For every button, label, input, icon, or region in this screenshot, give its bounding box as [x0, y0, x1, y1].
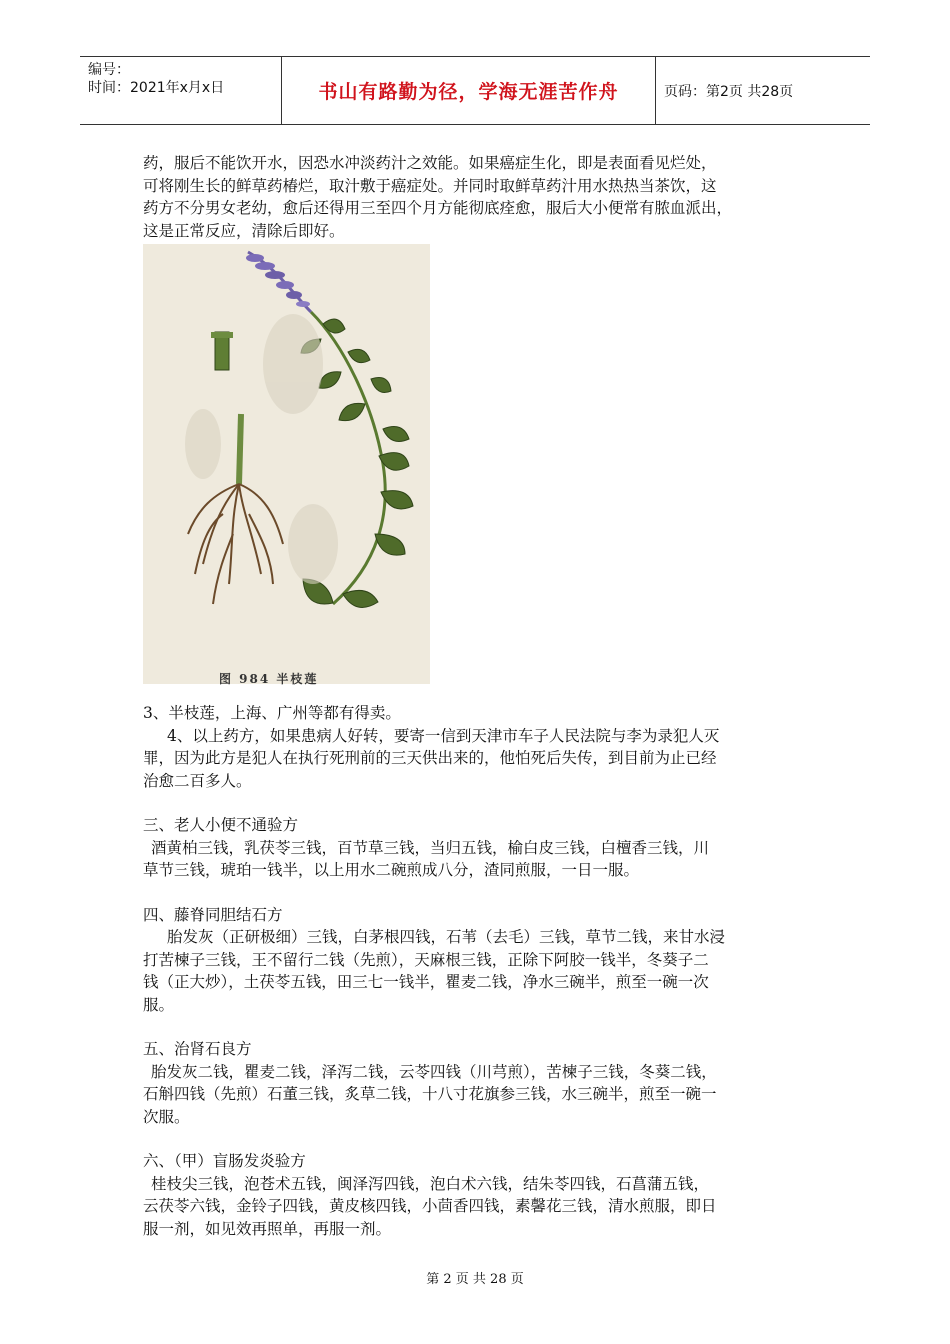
intro-line: 药，服后不能饮开水，因恐水冲淡药汁之效能。如果癌症生化，即是表面看见烂处， — [143, 154, 717, 172]
section-title: 六、（甲）盲肠发炎验方 — [143, 1152, 306, 1170]
section-line: 打苦楝子三钱，王不留行二钱（先煎），天麻根三钱，正除下阿胶一钱半，冬葵子二 — [143, 950, 709, 969]
section-title: 三、老人小便不通验方 — [143, 816, 299, 834]
time-label: 时间：2021年x月x日 — [88, 80, 225, 96]
section-title: 四、藤脊同胆结石方 — [143, 905, 283, 924]
section-line: 胎发灰二钱，瞿麦二钱，泽泻二钱，云苓四钱（川芎煎），苦楝子三钱，冬葵二钱， — [151, 1062, 717, 1081]
section-line: 草节三钱，琥珀一钱半，以上用水二碗煎成八分，渣同煎服，一日一服。 — [143, 861, 640, 879]
roots — [188, 484, 283, 604]
section-line: 服一剂，如见效再照单，再服一剂。 — [143, 1219, 392, 1238]
item-4-line: 4、以上药方，如果患病人好转，要寄一信到天津市车子人民法院与李为录犯人灭 — [167, 726, 720, 745]
intro-line: 药方不分男女老幼，愈后还得用三至四个月方能彻底痊愈，服后大小便常有脓血派出， — [143, 199, 733, 217]
header-motto: 书山有路勤为径，学海无涯苦作舟 — [281, 57, 656, 124]
document-body — [143, 152, 811, 1240]
stem-detail — [211, 332, 233, 370]
header-page-info: 页码：第2页 共28页 — [664, 83, 794, 100]
plant-illustration — [143, 244, 430, 684]
section-line: 桂枝尖三钱，泡苍术五钱，闽泽泻四钱，泡白术六钱，结朱苓四钱，石菖蒲五钱， — [151, 1174, 710, 1193]
item-4-line: 治愈二百多人。 — [143, 771, 252, 790]
section-line: 服。 — [143, 995, 175, 1014]
item-4-line: 罪，因为此方是犯人在执行死刑前的三天供出来的，他怕死后失传，到目前为止已经 — [143, 749, 717, 767]
page-footer: 第 2 页 共 28 页 — [426, 1272, 524, 1287]
header-meta — [80, 57, 281, 124]
section-line: 石斛四钱（先煎）石董三钱，炙草二钱，十八寸花旗参三钱，水三碗半，煎至一碗一 — [143, 1085, 717, 1103]
flower-spike — [246, 252, 311, 312]
lower-stem — [239, 414, 241, 484]
section-title: 五、治肾石良方 — [143, 1040, 252, 1058]
item-3: 3、半枝莲，上海、广州等都有得卖。 — [143, 704, 401, 722]
figure-caption: 图 984 半枝莲 — [219, 672, 319, 686]
section-line: 次服。 — [143, 1107, 190, 1126]
intro-line: 这是正常反应，清除后即好。 — [143, 221, 345, 240]
section-line: 酒黄柏三钱，乳茯苓三钱，百节草三钱，当归五钱，榆白皮三钱，白檀香三钱，川 — [151, 838, 710, 857]
number-label: 编号： — [88, 62, 130, 78]
plant-drawing — [143, 244, 430, 684]
page-header — [80, 56, 870, 125]
intro-line: 可将刚生长的鲜草药椿烂，取汁敷于癌症处。并同时取鲜草药汁用水热热当茶饮，这 — [143, 176, 717, 195]
section-line: 云茯苓六钱，金铃子四钱，黄皮核四钱，小茴香四钱，素馨花三钱，清水煎服，即日 — [143, 1197, 717, 1215]
section-line: 钱（正大炒），土茯苓五钱，田三七一钱半，瞿麦二钱，净水三碗半，煎至一碗一次 — [143, 973, 709, 991]
section-line: 胎发灰（正研极细）三钱，白茅根四钱，石苇（去毛）三钱，草节二钱，来甘水浸 — [167, 928, 726, 946]
